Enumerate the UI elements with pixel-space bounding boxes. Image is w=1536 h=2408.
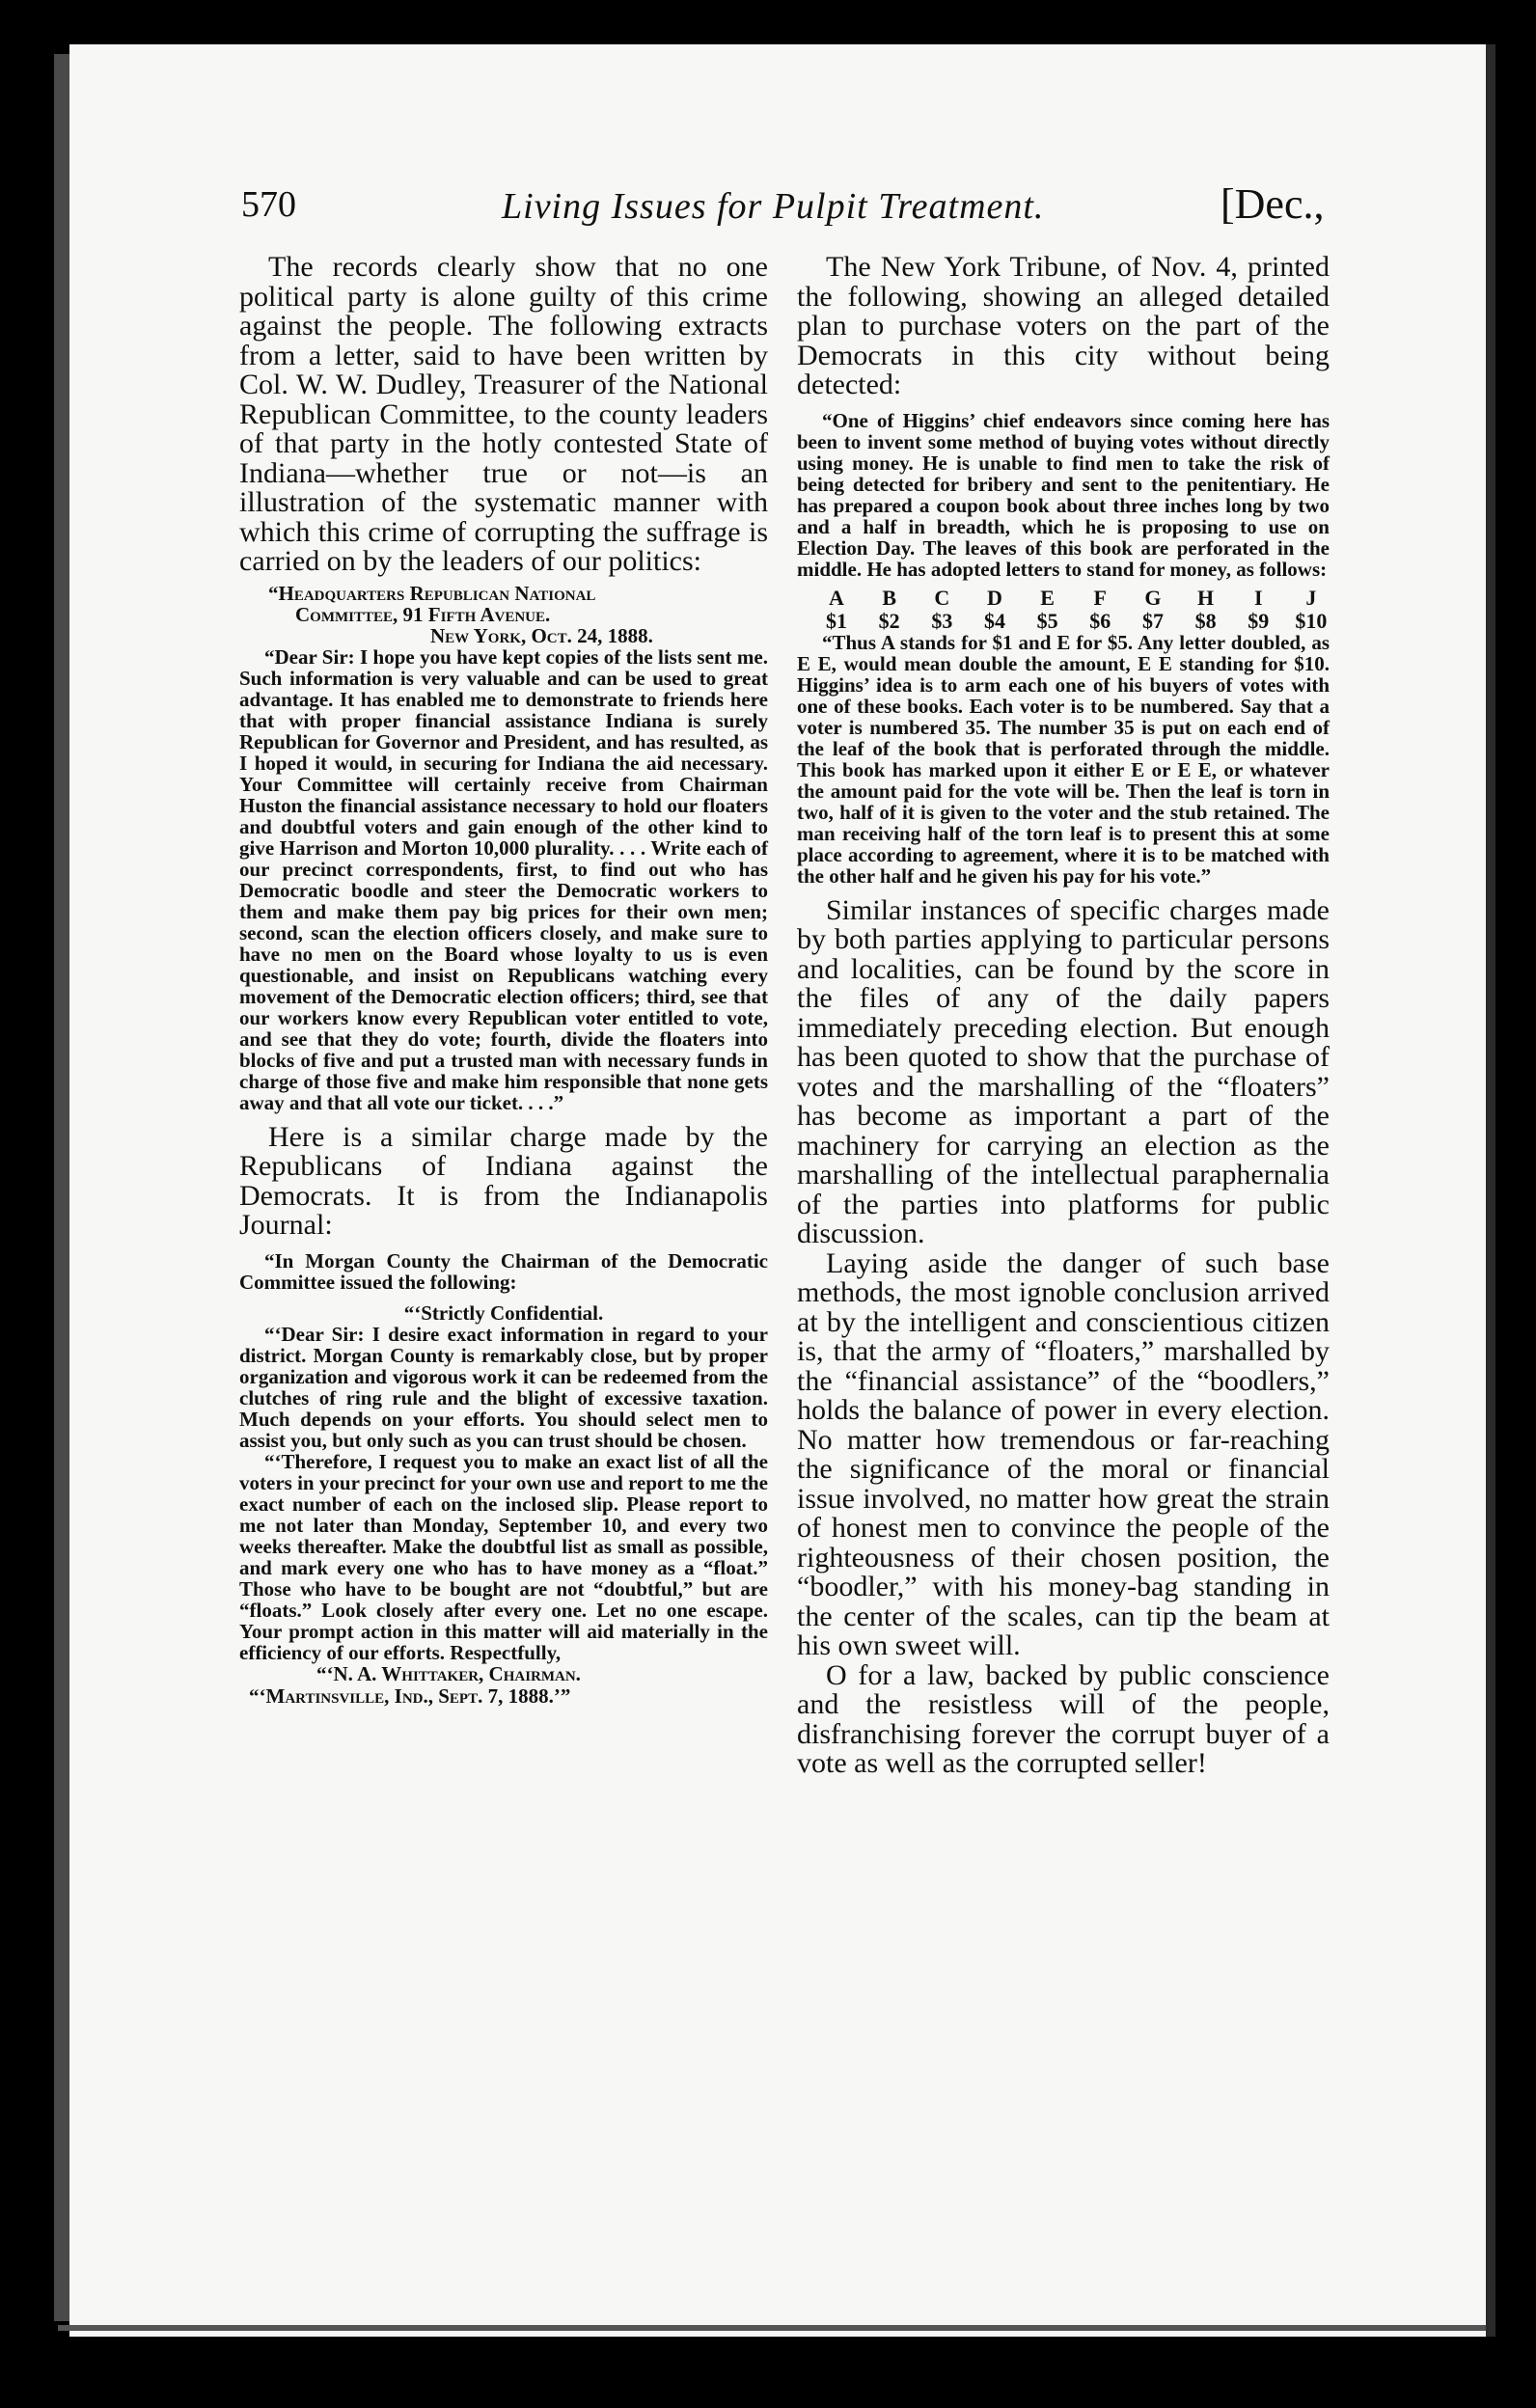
similar-charge-paragraph: Here is a similar charge made by the Republicans of Indiana against the Democrats. It is from the Indianapolis Journal:	[239, 1120, 768, 1241]
place-date-line: “‘Martinsville, Ind., Sept. 7, 1888.’”	[249, 1683, 571, 1708]
letter-e: E	[1040, 585, 1055, 610]
amount-f: $6	[1089, 608, 1111, 633]
tribune-paragraph: The New York Tribune, of Nov. 4, printed the following, showing an alleged detailed plan to purchase voters on the part of the Democrats in this city without being detected:	[797, 251, 1330, 400]
running-section: [Dec.,	[1221, 180, 1325, 228]
right-column	[797, 253, 1330, 1779]
scan-border-right	[1486, 44, 1495, 2337]
higgins-quote: “One of Higgins’ chief endeavors since coming here has been to invent some method of buying votes without directly using money. He is unable to find men to take the risk of being detected for bribery and sent to the penitentiary. He has prepared a coupon book about three inches long by two and a half in breadth, which he is proposing to use on Election Day. The leaves of this book are perforated in the middle. He has adopted letters to stand for money, as follows:	[797, 408, 1330, 581]
letter-c: C	[934, 585, 950, 610]
letter-b: B	[882, 585, 896, 610]
coupon-explanation: “Thus A stands for $1 and E for $5. Any letter doubled, as E E, would mean double the amount, E E standing for $10. Higgins’ idea is to arm each one of his buyers of votes with one of these books. Each voter is to be numbered. Say that a voter is numbered 35. The number 35 is put on each end of the leaf of the book that is perforated through the middle. This book has marked upon it either E or E E, or whatever the amount paid for the vote will be. Then the leaf is torn in two, half of it is given to the voter and the stub retained. The man receiving half of the torn leaf is to present this at some place according to agreement, where it is to be matched with the other half and he given his pay for his vote.”	[797, 630, 1330, 888]
letter-d: D	[987, 585, 1002, 610]
amount-b: $2	[878, 608, 900, 633]
amount-j: $10	[1295, 608, 1328, 633]
page-number: 570	[241, 184, 296, 225]
dudley-letter-body: “Dear Sir: I hope you have kept copies of the lists sent me. Such information is very valuable and can be used to great advantage. It has enabled me to demonstrate to friends here that with proper financial assistance Indiana is surely Republican for Governor and President, and has resulted, as I hoped it would, in securing for Indiana the aid necessary. Your Committee will certainly receive from Chairman Huston the financial assistance necessary to hold our floaters and doubtful voters and gain enough of the other kind to give Harrison and Morton 10,000 plurality. . . . Write each of our precinct correspondents, first, to find out who has Democratic boodle and steer the Democratic workers to them and make them pay big prices for their own men; second, scan the election officers closely, and make sure to have no men on the Board whose loyalty to us is even questionable, and insist on Republicans watching every movement of the Democratic election officers; third, see that our workers know every Republican voter entitled to vote, and see that they do vote; fourth, divide the floaters into blocks of five and put a trusted man with necessary funds in charge of those five and make him responsible that none gets away and that all vote our ticket. . . .”	[239, 644, 768, 1114]
letter-i: I	[1253, 585, 1263, 610]
coupon-letters-row	[797, 580, 1330, 609]
letter-f: F	[1093, 585, 1107, 610]
closing-paragraph: O for a law, backed by public conscience and the resistless will of the people, disfranchising forever the corrupt buyer of a vote as well as the corrupted seller!	[797, 1658, 1330, 1779]
running-header	[241, 180, 1331, 241]
confidential-heading: “‘Strictly Confidential.	[403, 1300, 604, 1325]
amount-h: $8	[1194, 608, 1217, 633]
intro-paragraph: The records clearly show that no one political party is alone guilty of this crime against the people. The following extracts from a letter, said to have been written by Col. W. W. Dudley, Treasurer of the National Republican Committee, to the county leaders of that party in the hotly contested State of Indiana—whether true or not—is an illustration of the systematic manner with which this crime of corrupting the suffrage is carried on by the leaders of our politics:	[239, 251, 768, 577]
letter-g: G	[1144, 585, 1162, 610]
amount-c: $3	[931, 608, 953, 633]
similar-instances-paragraph: Similar instances of specific charges made by both parties applying to particular persons and localities, can be found by the score in the files of any of the daily papers immediately preceding election. But enough has been quoted to show that the purchase of votes and the marshalling of the “floaters” has become as important a part of the machinery for carrying an election as the marshalling of the intellectual paraphernalia of the parties into platforms for public discussion.	[797, 893, 1330, 1249]
page-bottom-edge	[58, 2325, 1486, 2331]
laying-aside-paragraph: Laying aside the danger of such base methods, the most ignoble conclusion arrived at by the intelligent and conscientious citizen is, that the army of “floaters,” marshalled by the “financial assistance” of the “boodlers,” holds the balance of power in every election. No matter how tremendous or far-reaching the significance of the moral or financial issue involved, no matter how great the strain of honest men to convince the people of the righteousness of their chosen position, the “boodler,” with his money-bag standing in the center of the scales, can tip the beam at his own sweet will.	[797, 1246, 1330, 1661]
morgan-county-intro: “In Morgan County the Chairman of the Democratic Committee issued the following:	[239, 1248, 768, 1294]
amount-d: $4	[983, 608, 1005, 633]
letter-heading-line-3: New York, Oct. 24, 1888.	[430, 623, 653, 647]
morgan-letter-para-2: “‘Therefore, I request you to make an exact list of all the voters in your precinct for your own use and report to me the exact number of each on the inclosed slip. Please report to me not later than Monday, September 10, and every two weeks thereafter. Make the doubtful list as small as possible, and mark every one who has to have money as a “float.” Those who have to be bought are not “doubtful,” but are “floats.” Look closely after every one. Let no one escape. Your prompt action in this matter will aid materially in the efficiency of our efforts. Respectfully,	[239, 1449, 768, 1664]
amount-i: $9	[1248, 608, 1270, 633]
scan-border-left	[54, 54, 69, 2321]
morgan-letter-para-1: “‘Dear Sir: I desire exact information in regard to your district. Morgan County is remarkably close, but by proper organization and vigorous work it can be redeemed from the clutches of ring rule and the blight of excessive taxation. Much depends on your efforts. You should select men to assist you, but only such as you can trust should be chosen.	[239, 1322, 768, 1452]
amount-a: $1	[826, 608, 847, 633]
amount-g: $7	[1141, 608, 1164, 633]
letter-heading-line-2: Committee, 91 Fifth Avenue.	[295, 602, 551, 626]
letter-j: J	[1305, 585, 1317, 610]
letter-h: H	[1197, 585, 1215, 610]
letter-heading-line-1: “Headquarters Republican National	[268, 581, 596, 605]
letter-a: A	[829, 585, 844, 610]
running-title: Living Issues for Pulpit Treatment.	[502, 186, 1045, 227]
amount-e: $5	[1036, 608, 1058, 633]
coupon-amounts-row	[797, 609, 1330, 632]
signature-line: “‘N. A. Whittaker, Chairman.	[316, 1661, 581, 1685]
letter-heading	[239, 583, 768, 646]
left-column	[239, 253, 768, 1708]
